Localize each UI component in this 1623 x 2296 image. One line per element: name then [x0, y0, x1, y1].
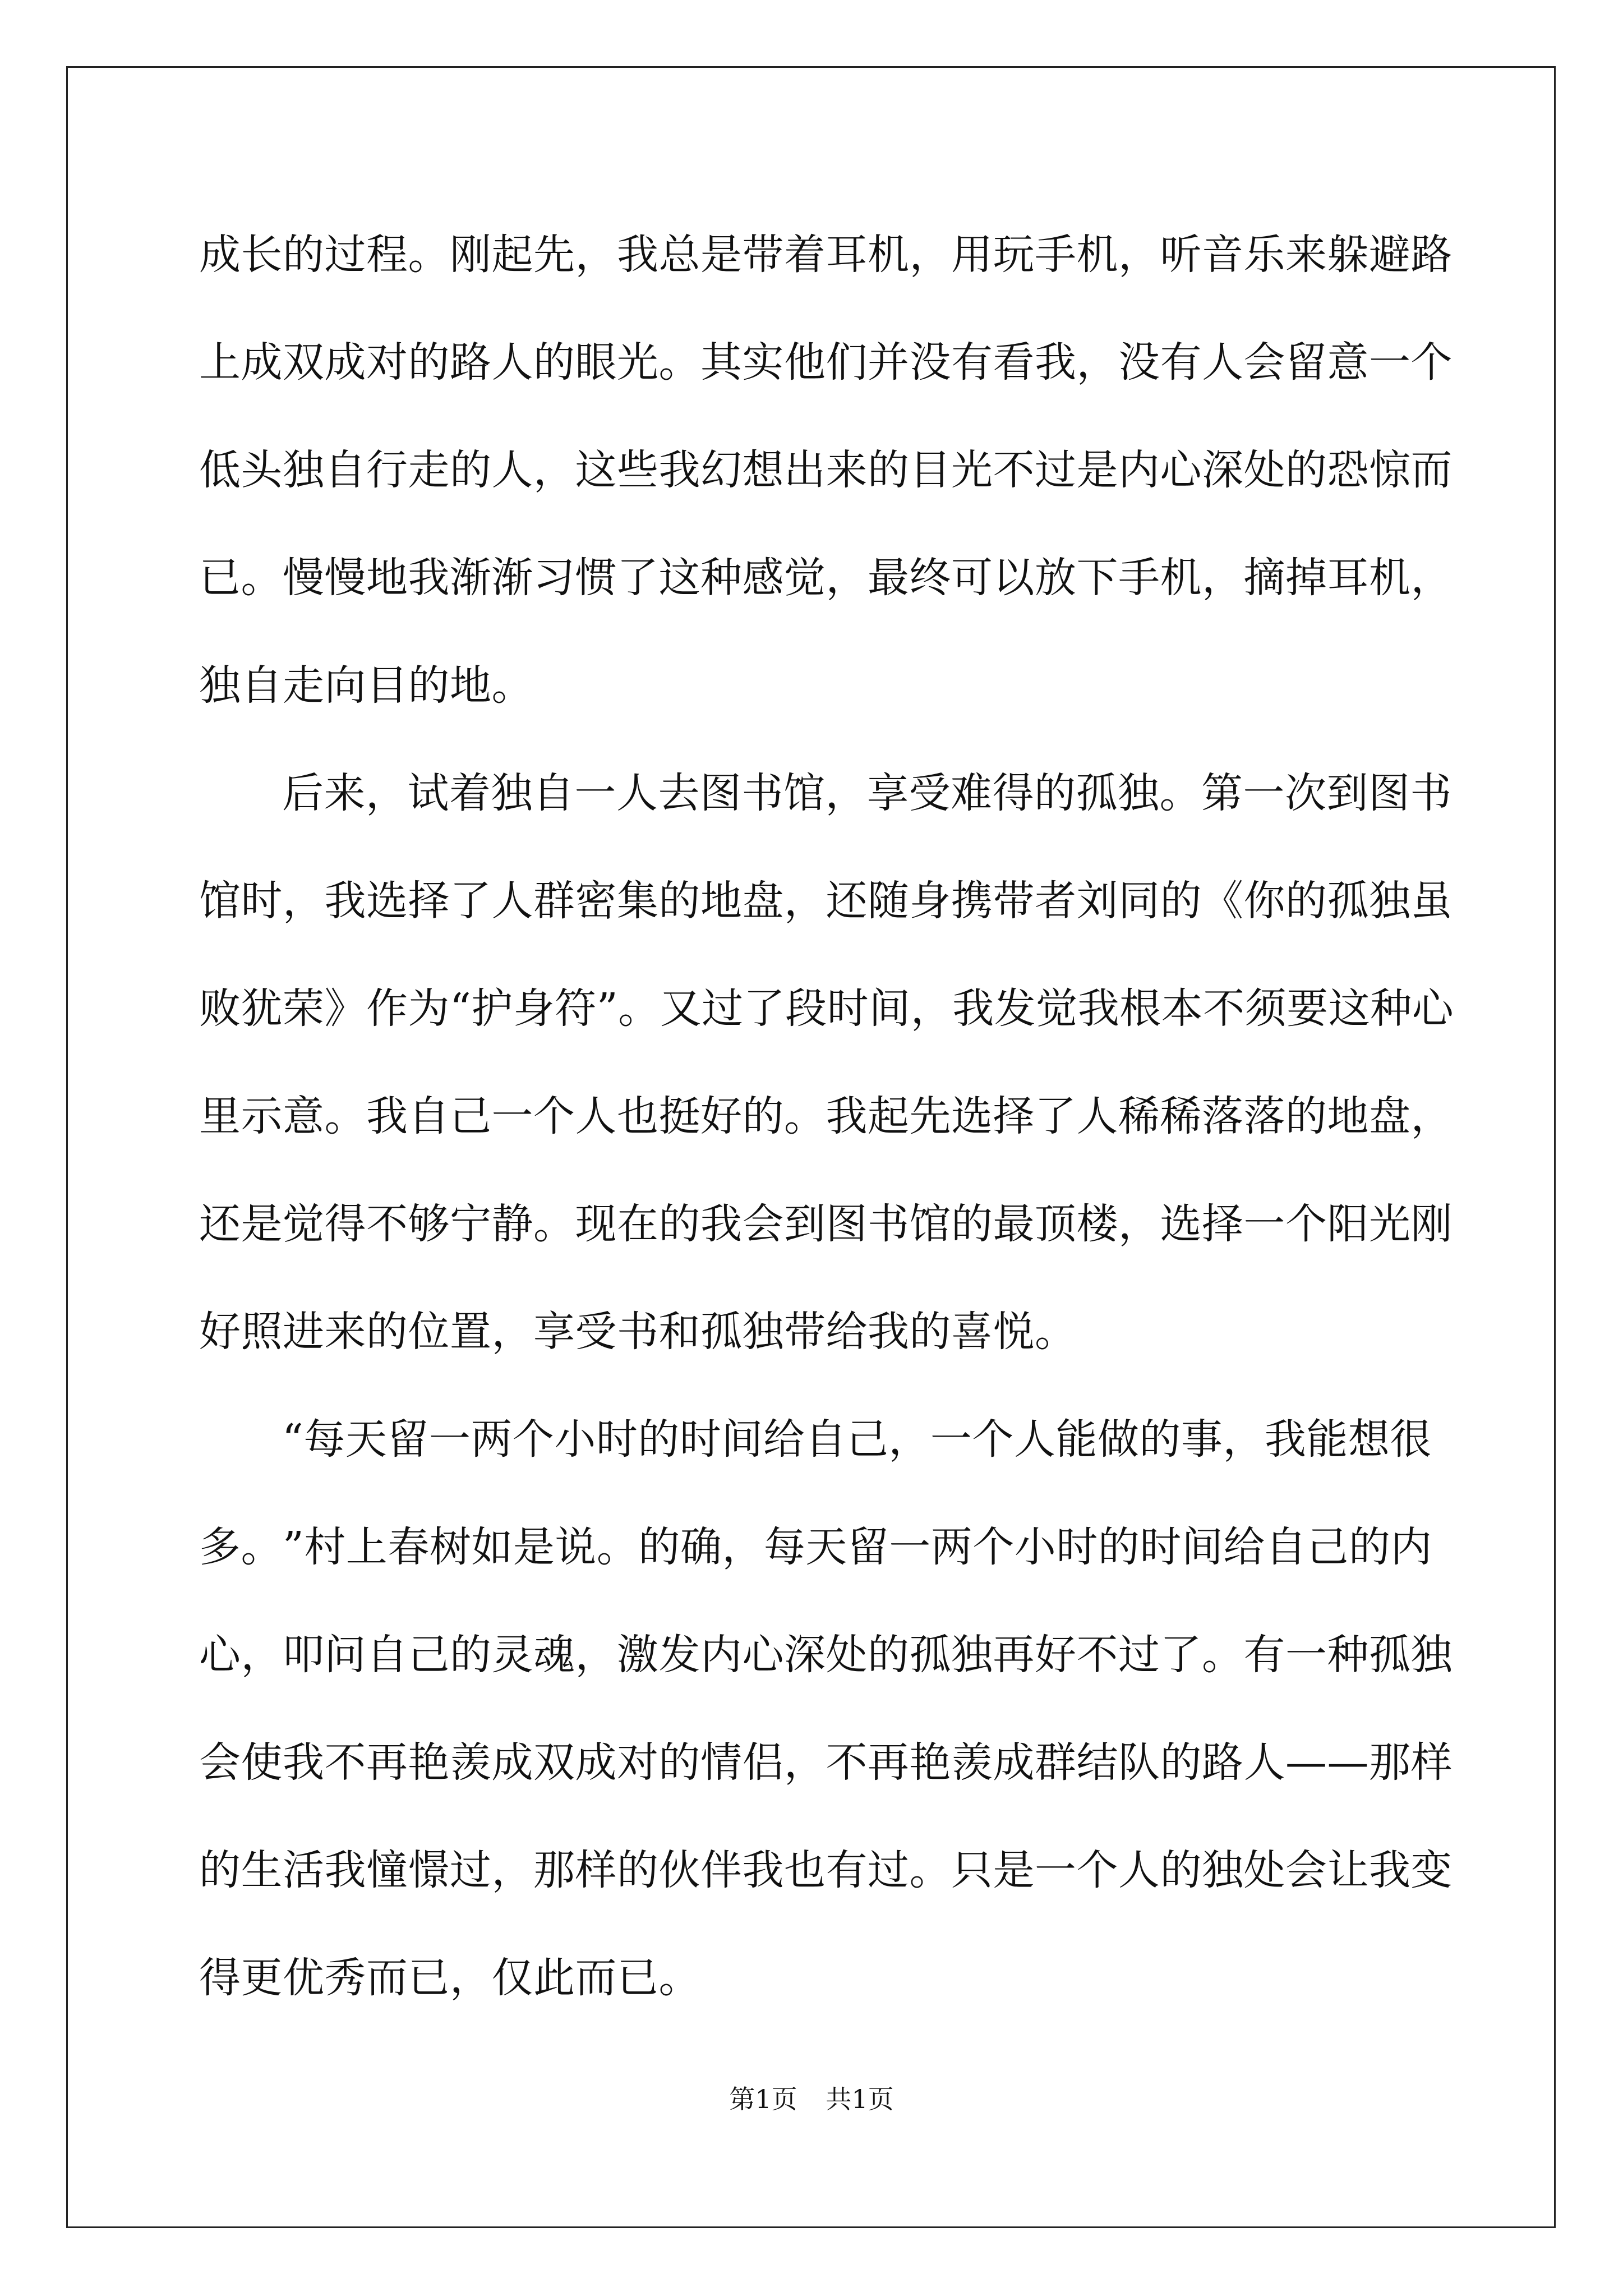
page-footer: [0, 2082, 1623, 2116]
text-line: 败 犹 荣 》 作 为 “ 护 身 符 ” 。 又 过 了 段 时 间 ， 我 发 觉 我 根 本 不 须 要 这 种 心: [199, 984, 1454, 1033]
text-line: “ 每 天 留 一 两 个 小 时 的 时 间 给 自 己 ， 一 个 人 能 做 的 事 ， 我 能 想 很: [282, 1415, 1432, 1464]
text-line: 会 使 我 不 再 艳 羡 成 双 成 对 的 情 侣 ， 不 再 艳 羡 成 群 结 队 的 路 人 — — 那 样: [199, 1738, 1453, 1787]
text-line: 里 示 意 。 我 自 己 一 个 人 也 挺 好 的 。 我 起 先 选 择 了 人 稀 稀 落 落 的 地 盘 ，: [199, 1092, 1453, 1140]
text-line: 成 长 的 过 程 。 刚 起 先 ， 我 总 是 带 着 耳 机 ， 用 玩 手 机 ， 听 音 乐 来 躲 避 路: [199, 231, 1453, 279]
text-line: 独自走向目的地。: [199, 661, 533, 710]
text-line: 多 。 ” 村 上 春 树 如 是 说 。 的 确 ， 每 天 留 一 两 个 小 时 的 时 间 给 自 己 的 内: [199, 1523, 1432, 1571]
text-line: 得更优秀而已，仅此而已。: [199, 1954, 700, 2002]
text-line: 低 头 独 自 行 走 的 人 ， 这 些 我 幻 想 出 来 的 目 光 不 过 是 内 心 深 处 的 恐 惊 而: [199, 446, 1453, 494]
text-line: 后 来 ， 试 着 独 自 一 人 去 图 书 馆 ， 享 受 难 得 的 孤 独 。 第 一 次 到 图 书: [282, 769, 1452, 817]
document-body: [199, 201, 1454, 2032]
text-line: 上 成 双 成 对 的 路 人 的 眼 光 。 其 实 他 们 并 没 有 看 我 ， 没 有 人 会 留 意 一 个: [199, 338, 1453, 386]
page-number: 第1页: [729, 2084, 797, 2114]
page-total: 共1页: [826, 2084, 894, 2114]
text-line: 好照进来的位置，享受书和孤独带给我的喜悦。: [199, 1308, 1077, 1356]
text-line: 馆 时 ， 我 选 择 了 人 群 密 集 的 地 盘 ， 还 随 身 携 带 者 刘 同 的 《 你 的 孤 独 虽: [199, 877, 1453, 925]
text-line: 已 。 慢 慢 地 我 渐 渐 习 惯 了 这 种 感 觉 ， 最 终 可 以 放 下 手 机 ， 摘 掉 耳 机 ，: [199, 554, 1453, 602]
text-line: 心 ， 叩 问 自 己 的 灵 魂 ， 激 发 内 心 深 处 的 孤 独 再 好 不 过 了 。 有 一 种 孤 独: [199, 1631, 1453, 1679]
text-line: 的 生 活 我 憧 憬 过 ， 那 样 的 伙 伴 我 也 有 过 。 只 是 一 个 人 的 独 处 会 让 我 变: [199, 1846, 1453, 1894]
text-line: 还 是 觉 得 不 够 宁 静 。 现 在 的 我 会 到 图 书 馆 的 最 顶 楼 ， 选 择 一 个 阳 光 刚: [199, 1200, 1453, 1248]
